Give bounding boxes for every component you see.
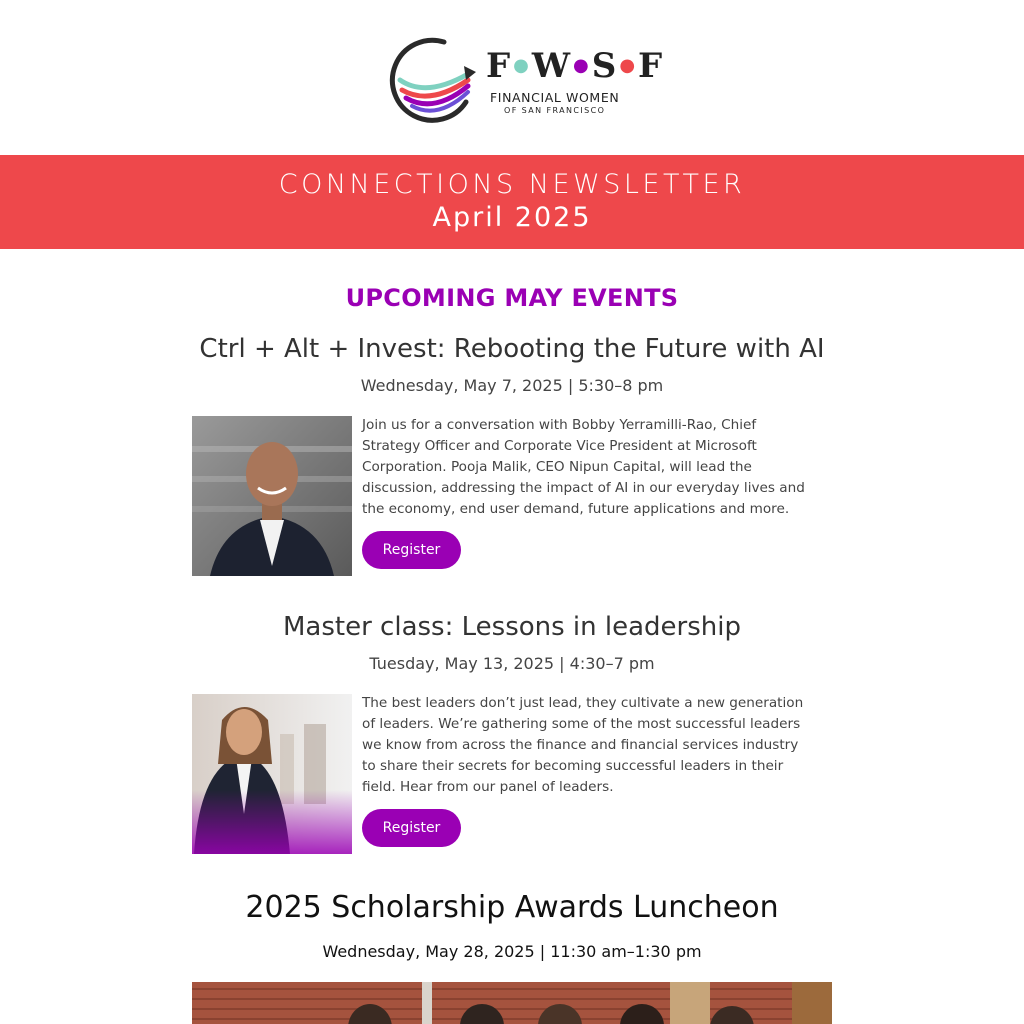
logo-dot: ●: [573, 55, 590, 76]
description-line: field. Hear from our panel of leaders.: [362, 779, 614, 795]
luncheon-date: Wednesday, May 28, 2025 | 11:30 am–1:30 pm: [322, 942, 702, 961]
speaker-portrait-image: [192, 416, 352, 576]
fwsf-logo[interactable]: [386, 36, 664, 126]
event-description: [362, 693, 824, 798]
logo-dot: ●: [513, 55, 530, 76]
event-title[interactable]: Master class: Lessons in leadership: [283, 612, 741, 642]
newsletter-banner: [0, 155, 1024, 249]
event-date: Tuesday, May 13, 2025 | 4:30–7 pm: [369, 654, 655, 673]
group-photo-image: [192, 982, 832, 1024]
section-heading: UPCOMING MAY EVENTS: [345, 284, 679, 312]
logo-dot: ●: [619, 55, 637, 76]
description-line: the economy, end user demand, future applications and more.: [362, 501, 790, 517]
logo-letter: W: [531, 46, 572, 86]
event-date: Wednesday, May 7, 2025 | 5:30–8 pm: [360, 376, 664, 395]
banner-date: April 2025: [432, 202, 592, 233]
banner-title: CONNECTIONS NEWSLETTER: [278, 169, 746, 200]
luncheon-title[interactable]: 2025 Scholarship Awards Luncheon: [245, 890, 779, 925]
register-button[interactable]: Register: [362, 531, 461, 569]
description-line: we know from across the finance and financial services industry: [362, 737, 799, 753]
logo-letter: F: [486, 46, 512, 86]
logo-subtitle: FINANCIAL WOMEN: [490, 90, 620, 105]
speaker-portrait-image: [192, 694, 352, 854]
logo-wordmark: [486, 46, 663, 86]
event-description: [362, 415, 824, 520]
logo-letter: F: [638, 46, 664, 86]
event-title[interactable]: Ctrl + Alt + Invest: Rebooting the Future with AI: [199, 334, 825, 364]
description-line: Corporation. Pooja Malik, CEO Nipun Capital, will lead the: [362, 459, 752, 475]
logo-subtitle-small: OF SAN FRANCISCO: [504, 106, 606, 115]
event-speaker-photo: [192, 416, 352, 576]
description-line: to share their secrets for becoming successful leaders in their: [362, 758, 784, 774]
description-line: The best leaders don’t just lead, they cultivate a new generation: [362, 695, 804, 711]
event-speaker-photo: [192, 694, 352, 854]
register-button[interactable]: Register: [362, 809, 461, 847]
description-line: discussion, addressing the impact of AI in our everyday lives and: [362, 480, 805, 496]
description-line: Join us for a conversation with Bobby Yerramilli-Rao, Chief: [362, 417, 757, 433]
swoosh-logo-icon: [386, 36, 478, 126]
description-line: of leaders. We’re gathering some of the most successful leaders: [362, 716, 801, 732]
description-line: Strategy Officer and Corporate Vice President at Microsoft: [362, 438, 757, 454]
luncheon-photo: [192, 982, 832, 1024]
logo-letter: S: [591, 46, 618, 86]
